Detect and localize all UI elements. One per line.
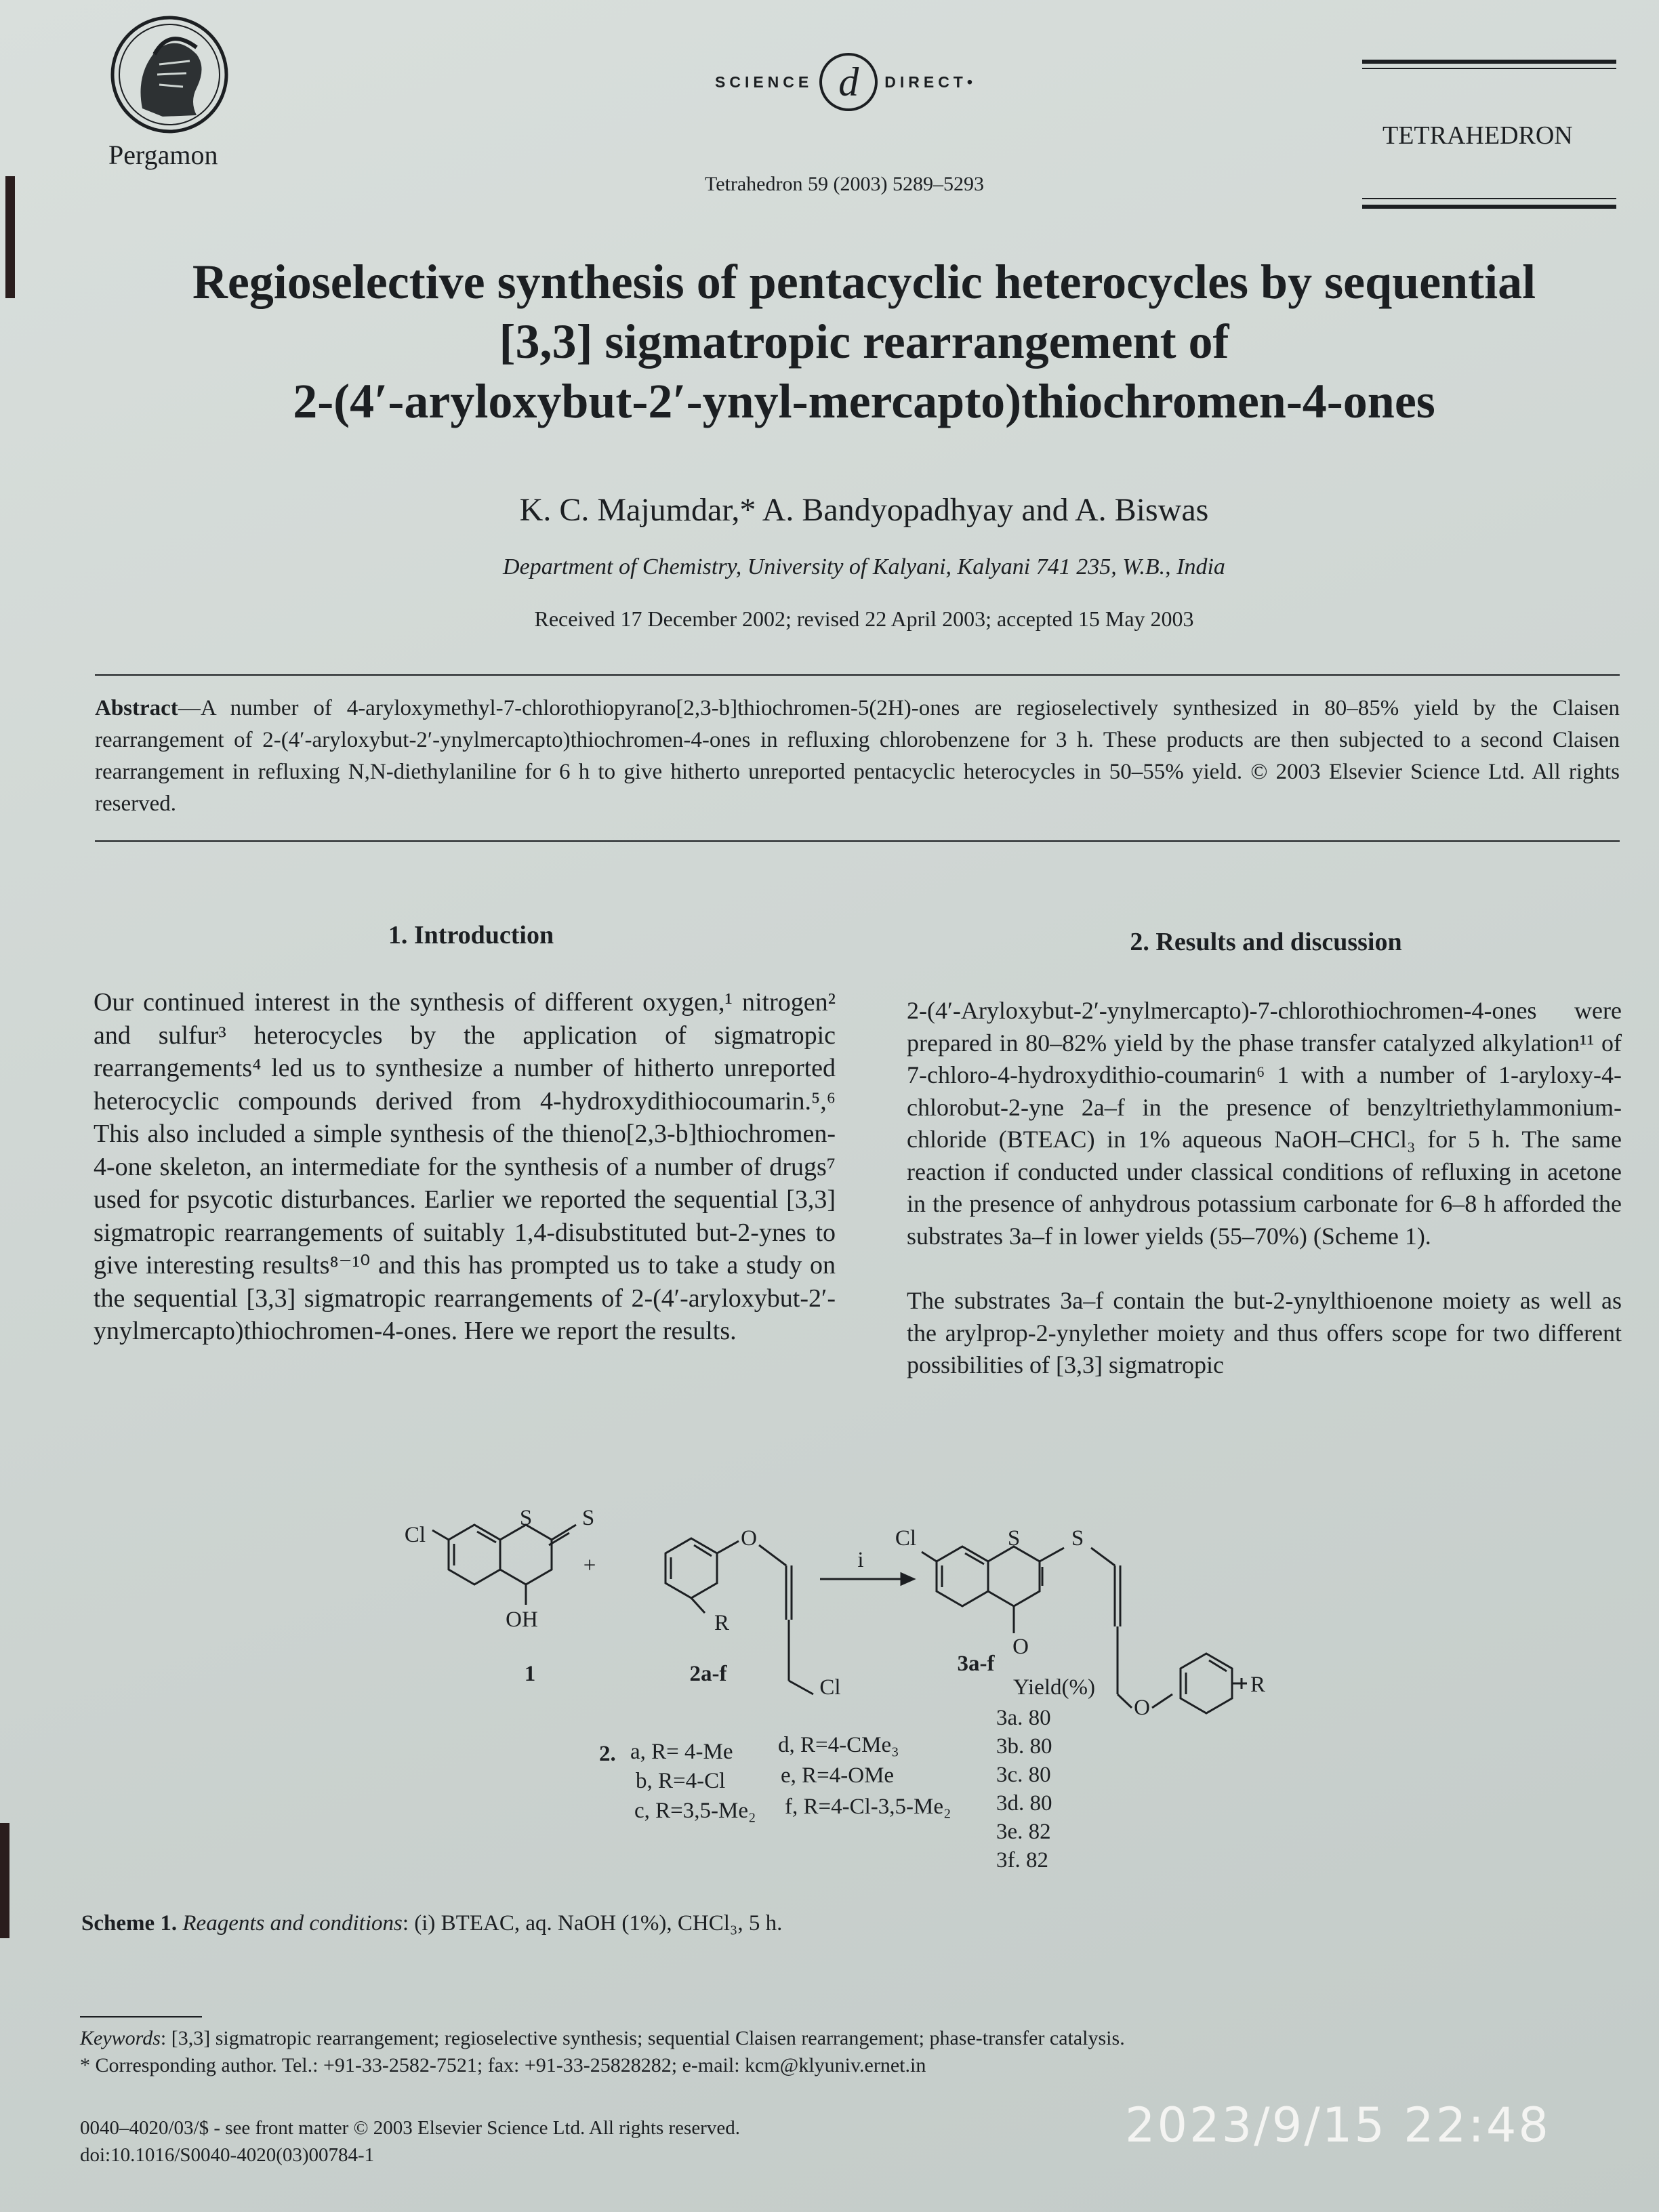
yield-value: 3c. 80 <box>996 1763 1051 1787</box>
photo-timestamp: 2023/9/15 22:48 <box>1125 2097 1551 2153</box>
header-rule <box>1362 205 1616 209</box>
abstract-label: Abstract <box>95 696 178 720</box>
keywords-label: Keywords <box>80 2027 161 2049</box>
compound-number: 2a-f <box>689 1662 727 1686</box>
paper-title <box>88 252 1640 431</box>
doi-text: doi:10.1016/S0040-4020(03)00784-1 <box>80 2144 375 2166</box>
compound-number: 3a-f <box>957 1652 995 1676</box>
introduction-body: Our continued interest in the synthesis of different oxygen,¹ nitrogen² and sulfur³ heterocycles by the application of sigmatropic rearrangements⁴ led us to synthesize a number of hitherto unreported heterocyclic compounds derived from 4-hydroxydithiocoumarin.⁵,⁶ This also included a simple synthesis of the thieno[2,3-b]thiochromen-4-one skeleton, an intermediate for the synthesis of a number of drugs⁷ used for psycotic disturbances. Earlier we reported the sequential [3,3] sigmatropic rearrangements of suitably 1,4-disubstituted but-2-ynes to give interesting results⁸⁻¹⁰ and this has prompted us to take a study on the sequential [3,3] sigmatropic rearrangements of 2-(4′-aryloxybut-2′-ynylmercapto)thiochromen-4-ones. Here we report the results. <box>94 988 836 1345</box>
scheme-caption <box>81 1911 782 1936</box>
received-dates: Received 17 December 2002; revised 22 April 2003; accepted 15 May 2003 <box>534 607 1194 631</box>
journal-name: TETRAHEDRON <box>1382 121 1573 150</box>
header-rule <box>1362 198 1616 199</box>
atom-label: S <box>581 1506 595 1530</box>
substituent-entry: e, R=4-OMe <box>781 1763 895 1788</box>
sd-right-text: DIRECT• <box>884 73 977 91</box>
keywords <box>80 2025 1503 2079</box>
yield-value: 3d. 80 <box>996 1791 1052 1816</box>
yield-value: 3e. 82 <box>996 1820 1051 1844</box>
atom-label: S <box>1007 1526 1021 1551</box>
affiliation: Department of Chemistry, University of Kalyani, Kalyani 741 235, W.B., India <box>503 554 1225 579</box>
atom-label: O <box>741 1526 757 1551</box>
footnote-rule <box>80 2016 202 2018</box>
results-paragraph: 2-(4′-Aryloxybut-2′-ynylmercapto)-7-chlorothiochromen-4-ones were prepared in 80–82% yield by the phase transfer catalyzed alkylation¹¹ of 7-chloro-4-hydroxydithio-coumarin⁶ 1 with a number of 1-aryloxy-4-chlorobut-2-yne 2a–f in the presence of benzyltriethylammonium-chloride (BTEAC) in 1% aqueous NaOH–CHCl₃ for 5 h. The same reaction if conducted under classical conditions of refluxing in acetone in the presence of anhydrous potassium carbonate for 6–8 h afforded the substrates 3a–f in lower yields (55–70%) (Scheme 1). <box>907 997 1622 1250</box>
plus-sign: + <box>583 1553 596 1578</box>
title-line: [3,3] sigmatropic rearrangement of <box>499 314 1229 369</box>
front-matter-text: 0040–4020/03/$ - see front matter © 2003 Elsevier Science Ltd. All rights reserved. <box>80 2117 740 2139</box>
abstract-rule <box>95 674 1620 676</box>
atom-label: Cl <box>819 1675 841 1700</box>
atom-label: O <box>1134 1696 1150 1720</box>
sd-left-text: SCIENCE <box>715 73 813 91</box>
substituent-entry: c, R=3,5-Me₂ <box>634 1799 756 1823</box>
binding-mark <box>5 176 15 298</box>
title-line: Regioselective synthesis of pentacyclic heterocycles by sequential <box>192 255 1536 309</box>
section-heading-introduction: 1. Introduction <box>388 921 554 949</box>
substituent-entry: b, R=4-Cl <box>636 1769 726 1793</box>
sciencedirect-logo <box>715 53 977 111</box>
section-heading-results: 2. Results and discussion <box>1130 928 1402 956</box>
pergamon-logo-icon <box>95 14 244 136</box>
atom-label: S <box>519 1506 533 1530</box>
substituent-entry: d, R=4-CMe₃ <box>778 1733 899 1757</box>
binding-mark <box>0 1823 9 1938</box>
title-line: 2-(4′-aryloxybut-2′-ynyl-mercapto)thiochromen-4-ones <box>293 374 1435 428</box>
yield-header: Yield(%) <box>1013 1675 1095 1700</box>
sd-circle-icon: d <box>819 53 878 111</box>
corresponding-author: * Corresponding author. Tel.: +91-33-2582-7521; fax: +91-33-25828282; e-mail: kcm@klyuniv.ernet.in <box>80 2054 926 2076</box>
substituent-entry: f, R=4-Cl-3,5-Me₂ <box>785 1795 951 1819</box>
substituent-number: 2. <box>599 1742 616 1766</box>
journal-citation: Tetrahedron 59 (2003) 5289–5293 <box>705 173 984 195</box>
yield-value: 3b. 80 <box>996 1734 1052 1759</box>
header-rule <box>1362 68 1616 69</box>
results-body <box>907 995 1622 1414</box>
substituent-entry: a, R= 4-Me <box>630 1740 733 1764</box>
atom-label: OH <box>506 1607 538 1632</box>
publisher-name: Pergamon <box>108 140 218 170</box>
abstract <box>95 693 1620 820</box>
abstract-rule <box>95 840 1620 842</box>
yield-value: 3a. 80 <box>996 1706 1051 1730</box>
reaction-condition: i <box>857 1548 864 1572</box>
authors: K. C. Majumdar,* A. Bandyopadhyay and A. Biswas <box>519 492 1209 528</box>
atom-label: Cl <box>404 1523 426 1547</box>
atom-label: S <box>1071 1526 1084 1551</box>
results-paragraph: The substrates 3a–f contain the but-2-ynylthioenone moiety as well as the arylprop-2-ynylether moiety and thus offers scope for two different possibilities of [3,3] sigmatropic <box>907 1287 1622 1378</box>
atom-label: R <box>714 1611 730 1635</box>
caption-label: Scheme 1. <box>81 1911 178 1936</box>
atom-label: O <box>1012 1635 1029 1659</box>
header-rule <box>1362 60 1616 64</box>
scheme-1-diagram <box>404 1491 1423 1898</box>
caption-text: : (i) BTEAC, aq. NaOH (1%), CHCl₃, 5 h. <box>402 1911 783 1936</box>
abstract-text: —A number of 4-aryloxymethyl-7-chlorothiopyrano[2,3-b]thiochromen-5(2H)-ones are regioselectively synthesized in 80–85% yield by the Claisen rearrangement of 2-(4′-aryloxybut-2′-ynylmercapto)thiochromen-4-ones in refluxing chlorobenzene for 3 h. These products are then subjected to a second Claisen rearrangement in refluxing N,N-diethylaniline for 6 h to give hitherto unreported pentacyclic heterocycles in 50–55% yield. © 2003 Elsevier Science Ltd. All rights reserved. <box>95 696 1620 816</box>
caption-italic: Reagents and conditions <box>182 1911 403 1936</box>
keywords-text: : [3,3] sigmatropic rearrangement; regioselective synthesis; sequential Claisen rearrangement; phase-transfer catalysis. <box>160 2027 1125 2049</box>
front-matter <box>80 2114 740 2169</box>
compound-number: 1 <box>524 1662 536 1686</box>
atom-label: Cl <box>895 1526 916 1551</box>
atom-label: R <box>1250 1673 1266 1697</box>
yield-value: 3f. 82 <box>996 1848 1048 1872</box>
